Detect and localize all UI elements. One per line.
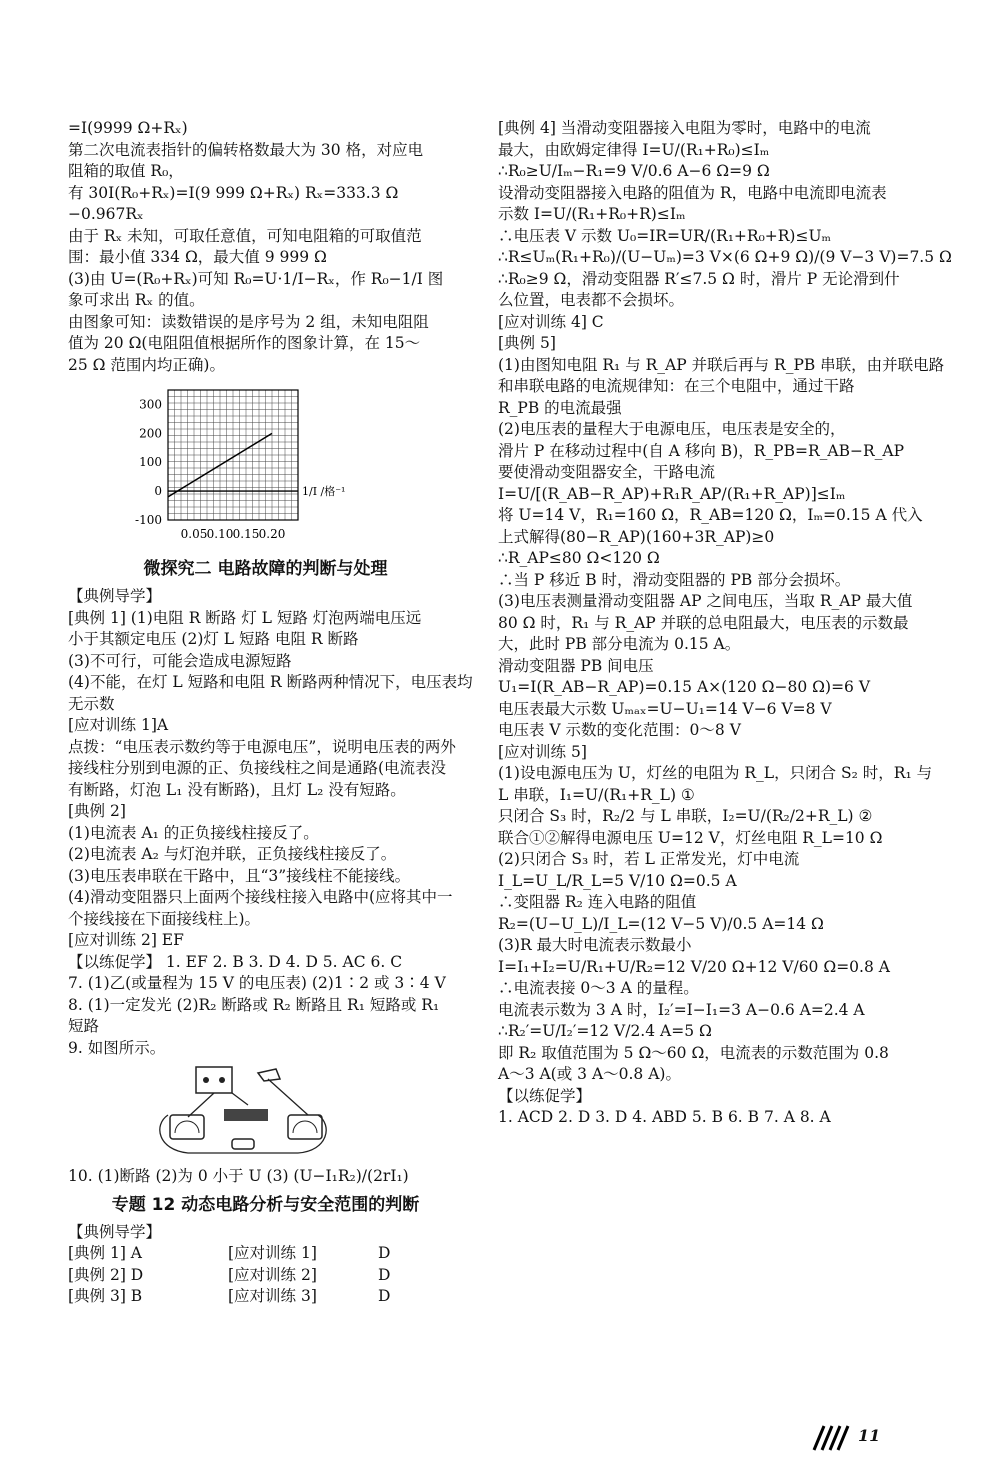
text-line: [典例 2] — [68, 802, 126, 820]
page-footer — [810, 1422, 990, 1458]
text-line: 电压表 V 示数的变化范围：0～8 V — [498, 721, 741, 739]
text-line: A～3 A(或 3 A～0.8 A)。 — [498, 1065, 681, 1083]
text-line: ∴当 P 移近 B 时，滑动变阻器的 PB 部分会损坏。 — [498, 570, 851, 589]
text-line: 第二次电流表指针的偏转格数最大为 30 格，对应电 — [68, 140, 424, 159]
answer-cell: D — [378, 1287, 391, 1305]
text-line: 8. (1)一定发光 (2)R₂ 断路或 R₂ 断路且 R₁ 短路或 R₁ — [68, 995, 440, 1014]
q10-answer: 10. (1)断路 (2)为 0 小于 U (3) (U−I₁R₂)/(2rI₁) — [68, 1167, 409, 1185]
text-line: 【典例导学】 — [68, 1222, 162, 1241]
text-line: I=U/[(R_AB−R_AP)+R₁R_AP/(R₁+R_AP)]≤Iₘ — [498, 484, 846, 503]
x-tick-label: 0.10 — [206, 527, 234, 541]
text-line: R₂=(U−U_L)/I_L=(12 V−5 V)/0.5 A=14 Ω — [498, 914, 824, 933]
text-line: 短路 — [68, 1017, 100, 1035]
solution-right — [498, 118, 952, 1129]
page-number: 11 — [858, 1426, 881, 1445]
answer-row — [68, 1265, 463, 1287]
x-tick-label: 0.20 — [258, 527, 286, 541]
left-column — [68, 118, 473, 1308]
text-line: 滑动变阻器 PB 间电压 — [498, 656, 654, 675]
text-line: (4)滑动变阻器只上面两个接线柱接入电路中(应将其中一 — [68, 888, 453, 906]
text-line: ∴电流表接 0～3 A 的量程。 — [498, 979, 699, 997]
text-line: 设滑动变阻器接入电路的阻值为 R，电路中电流即电流表 — [498, 183, 887, 202]
answer-cell: [应对训练 3] — [228, 1287, 317, 1305]
text-line: 有断路，灯泡 L₁ 没有断路)，且灯 L₂ 没有短路。 — [68, 780, 406, 799]
text-line: (2)电压表的量程大于电源电压，电压表是安全的， — [498, 420, 846, 438]
answers-table — [68, 1243, 463, 1308]
text-line: 电压表最大示数 Uₘₐₓ=U−U₁=14 V−6 V=8 V — [498, 699, 832, 718]
text-line: 要使滑动变阻器安全，干路电流 — [498, 463, 716, 481]
text-line: [应对训练 1]A — [68, 716, 169, 734]
text-line: 电流表示数为 3 A 时，I₂′=I−I₁=3 A−0.6 A=2.4 A — [498, 1000, 865, 1019]
text-line: [典例 5] — [498, 334, 556, 352]
text-line: 即 R₂ 取值范围为 5 Ω～60 Ω，电流表的示数范围为 0.8 — [498, 1043, 889, 1062]
fault-answers — [68, 586, 473, 1059]
text-line: 大，此时 PB 部分电流为 0.15 A。 — [498, 635, 741, 653]
text-line: ∴电压表 V 示数 U₀=IR=UR/(R₁+R₀+R)≤Uₘ — [498, 226, 832, 245]
text-line: [应对训练 5] — [498, 742, 587, 761]
text-line: (2)只闭合 S₃ 时，若 L 正常发光，灯中电流 — [498, 850, 800, 868]
x-axis-label: 1/I /格⁻¹ — [302, 485, 346, 499]
answer-cell: D — [378, 1244, 391, 1262]
text-line: (4)不能，在灯 L 短路和电阻 R 断路两种情况下，电压表均 — [68, 673, 473, 691]
x-tick-label: 0.05 — [180, 527, 208, 541]
resistance-chart — [108, 382, 358, 552]
text-line: 【以练促学】 1. EF 2. B 3. D 4. D 5. AC 6. C — [68, 952, 403, 971]
text-line: ∴R₀≥U/Iₘ−R₁=9 V/0.6 A−6 Ω=9 Ω — [498, 162, 770, 180]
text-line: U₁=I(R_AB−R_AP)=0.15 A×(120 Ω−80 Ω)=6 V — [498, 678, 871, 696]
text-line: 最大，由欧姆定律得 I=U/(R₁+R₀)≤Iₘ — [498, 140, 770, 159]
text-line: =I(9999 Ω+Rₓ) — [68, 119, 188, 137]
text-line: [应对训练 4] C — [498, 312, 604, 331]
text-line: (2)电流表 A₂ 与灯泡并联，正负接线柱接反了。 — [68, 845, 397, 863]
text-line: 80 Ω 时，R₁ 与 R_AP 并联的总电阻最大，电压表的示数最 — [498, 613, 909, 632]
text-line: 【以练促学】 — [498, 1086, 592, 1105]
y-tick-label: 100 — [139, 455, 162, 470]
text-line: 围：最小值 334 Ω，最大值 9 999 Ω — [68, 248, 327, 266]
text-line: (1)设电源电压为 U，灯丝的电阻为 R_L，只闭合 S₂ 时，R₁ 与 — [498, 764, 933, 782]
answer-cell: [典例 2] D — [68, 1265, 144, 1284]
text-line: ∴R≤Uₘ(R₁+R₀)/(U−Uₘ)=3 V×(6 Ω+9 Ω)/(9 V−3 V)=7.5 Ω — [498, 248, 952, 266]
text-line: ∴R₂′=U/I₂′=12 V/2.4 A=5 Ω — [498, 1022, 712, 1040]
answer-cell: D — [378, 1265, 391, 1284]
answer-cell: [应对训练 1] — [228, 1244, 317, 1262]
text-line: [应对训练 2] EF — [68, 931, 184, 949]
text-line: R_PB 的电流最强 — [498, 398, 622, 417]
answer-cell: [典例 3] B — [68, 1287, 143, 1305]
text-line: 滑片 P 在移动过程中(自 A 移向 B)，R_PB=R_AB−R_AP — [498, 441, 905, 460]
text-line: (3)不可行，可能会造成电源短路 — [68, 651, 292, 670]
y-tick-label: 0 — [154, 484, 162, 499]
right-column — [498, 118, 952, 1129]
answer-cell: [应对训练 2] — [228, 1265, 317, 1284]
text-line: 将 U=14 V，R₁=160 Ω，R_AB=120 Ω，Iₘ=0.15 A 代入 — [498, 506, 923, 524]
text-line: (1)电流表 A₁ 的正负接线柱接反了。 — [68, 823, 319, 842]
text-line: 联合①②解得电源电压 U=12 V，灯丝电阻 R_L=10 Ω — [498, 828, 883, 847]
text-line: [典例 4] 当滑动变阻器接入电阻为零时，电路中的电流 — [498, 119, 871, 137]
text-line: (1)由图知电阻 R₁ 与 R_AP 并联后再与 R_PB 串联，由并联电路 — [498, 355, 945, 374]
text-line: (3)R 最大时电流表示数最小 — [498, 936, 692, 954]
text-line: 由图象可知：读数错误的是序号为 2 组，未知电阻阻 — [68, 312, 429, 331]
text-line: 么位置，电表都不会损坏。 — [498, 291, 685, 309]
text-line: ∴变阻器 R₂ 连入电路的阻值 — [498, 893, 697, 911]
section-title-dynamic: 专题 12 动态电路分析与安全范围的判断 — [111, 1194, 420, 1215]
text-line: [典例 1] (1)电阻 R 断路 灯 L 短路 灯泡两端电压远 — [68, 608, 422, 627]
answer-cell: [典例 1] A — [68, 1244, 143, 1262]
text-line: 阻箱的取值 R₀， — [68, 162, 184, 180]
text-line: 和串联电路的电流规律知：在三个电阻中，通过干路 — [498, 377, 855, 395]
text-line: 25 Ω 范围内均正确)。 — [68, 355, 225, 374]
text-line: 无示数 — [68, 694, 115, 713]
text-line: 有 30I(R₀+Rₓ)=I(9 999 Ω+Rₓ) Rₓ=333.3 Ω — [68, 183, 399, 202]
text-line: −0.967Rₓ — [68, 205, 144, 223]
circuit-diagram — [148, 1065, 338, 1160]
solution-part-top — [68, 118, 463, 376]
text-line: 点拨：“电压表示数约等于电源电压”，说明电压表的两外 — [68, 737, 456, 756]
text-line: 值为 20 Ω(电阻阻值根据所作的图象计算，在 15～ — [68, 334, 421, 352]
section-title-fault: 微探究二 电路故障的判断与处理 — [143, 559, 388, 579]
text-line: ∴R_AP≤80 Ω<120 Ω — [498, 549, 660, 567]
text-line: 【典例导学】 — [68, 587, 162, 605]
answer-row — [68, 1286, 463, 1308]
y-tick-label: -100 — [135, 513, 162, 527]
text-line: I_L=U_L/R_L=5 V/10 Ω=0.5 A — [498, 871, 737, 890]
text-line: 由于 Rₓ 未知，可取任意值，可知电阻箱的可取值范 — [68, 226, 422, 245]
text-line: L 串联，I₁=U/(R₁+R_L) ① — [498, 785, 695, 804]
answer-row — [68, 1243, 463, 1265]
dynamic-header — [68, 1222, 463, 1244]
text-line: 示数 I=U/(R₁+R₀+R)≤Iₘ — [498, 205, 686, 223]
text-line: 接线柱分别到电源的正、负接线柱之间是通路(电流表没 — [68, 759, 447, 777]
text-line: 1. ACD 2. D 3. D 4. ABD 5. B 6. B 7. A 8. A — [498, 1108, 831, 1126]
y-tick-label: 300 — [139, 397, 162, 412]
text-line: 7. (1)乙(或量程为 15 V 的电压表) (2)1∶2 或 3∶4 V — [68, 974, 446, 992]
text-line: ∴R₀≥9 Ω，滑动变阻器 R′≤7.5 Ω 时，滑片 P 无论滑到什 — [498, 269, 900, 288]
text-line: 个接线接在下面接线柱上)。 — [68, 909, 261, 928]
text-line: 小于其额定电压 (2)灯 L 短路 电阻 R 断路 — [68, 630, 359, 648]
text-line: 只闭合 S₃ 时，R₂/2 与 L 串联，I₂=U/(R₂/2+R_L) ② — [498, 807, 873, 825]
text-line: 象可求出 Rₓ 的值。 — [68, 291, 205, 309]
x-tick-label: 0.15 — [232, 527, 260, 541]
text-line: 9. 如图所示。 — [68, 1038, 166, 1057]
text-line: (3)电压表测量滑动变阻器 AP 之间电压，当取 R_AP 最大值 — [498, 592, 913, 610]
text-line: I=I₁+I₂=U/R₁+U/R₂=12 V/20 Ω+12 V/60 Ω=0.8 A — [498, 957, 890, 976]
y-tick-label: 200 — [139, 426, 162, 441]
text-line: 上式解得(80−R_AP)(160+3R_AP)≥0 — [498, 527, 775, 546]
text-line: (3)由 U=(R₀+Rₓ)可知 R₀=U·1/I−Rₓ，作 R₀−1/I 图 — [68, 269, 444, 288]
text-line: (3)电压表串联在干路中，且“3”接线柱不能接线。 — [68, 866, 411, 885]
